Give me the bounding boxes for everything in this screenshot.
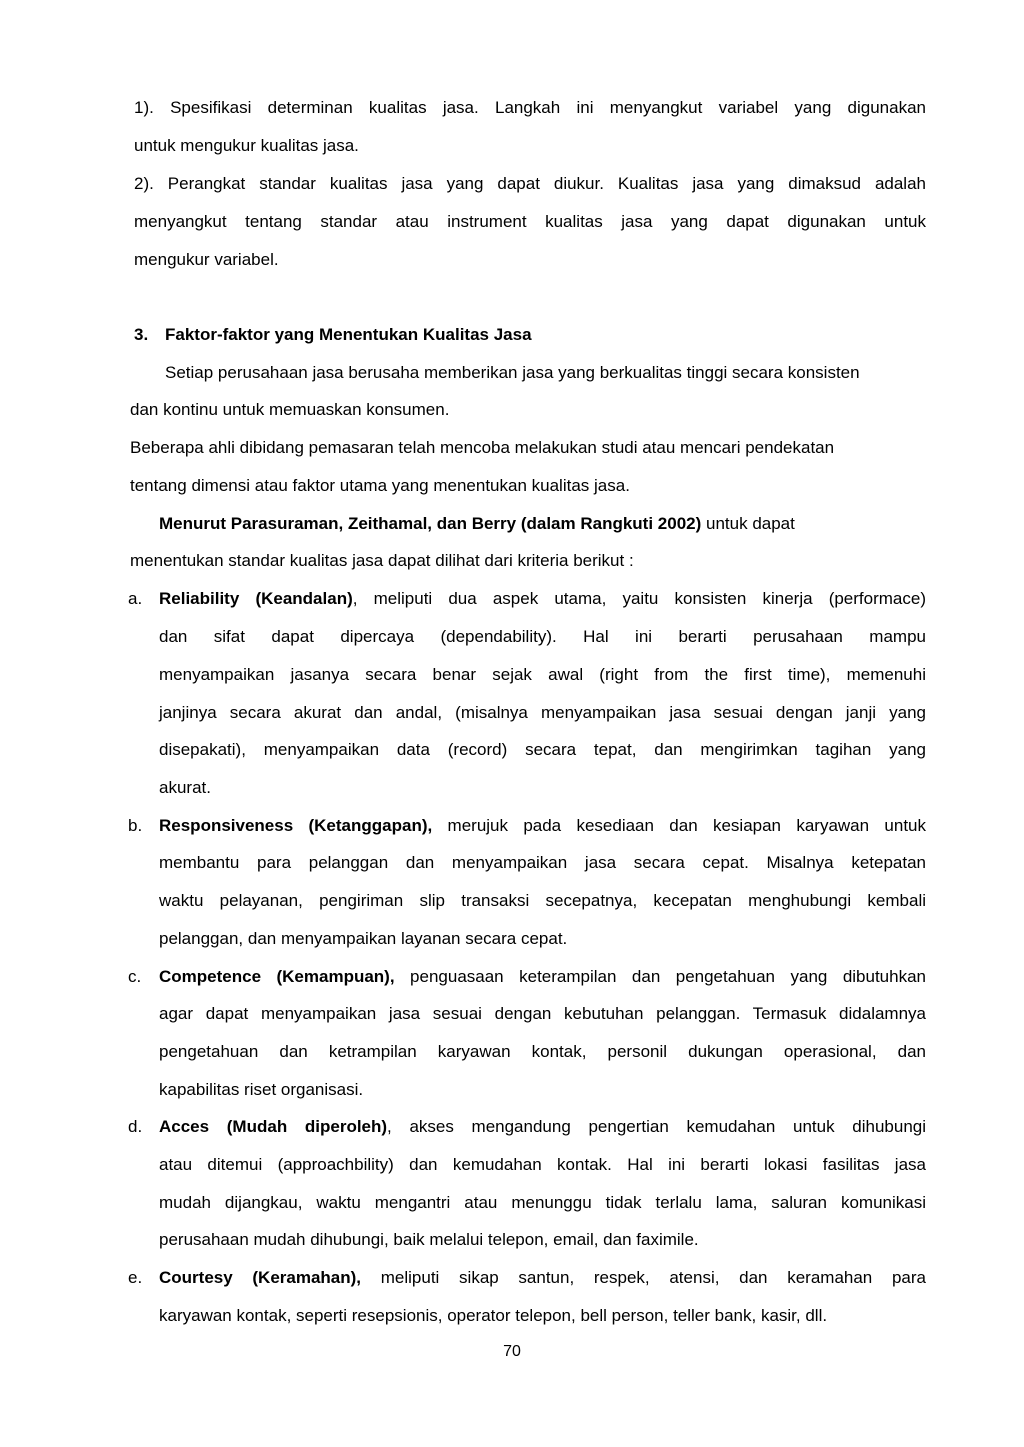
paragraph-line: dan kontinu untuk memuaskan konsumen.: [130, 400, 450, 419]
paragraph-text: untuk dapat: [701, 514, 795, 533]
paragraph-line: [159, 513, 795, 535]
list-item-line: pengetahuan dan ketrampilan karyawan kontak, personil dukungan operasional, dan: [159, 1042, 926, 1061]
section-heading: Faktor-faktor yang Menentukan Kualitas Jasa: [165, 325, 532, 344]
paragraph-line: menyangkut tentang standar atau instrument kualitas jasa yang dapat digunakan untuk: [134, 212, 926, 231]
list-item-line: [159, 1116, 926, 1138]
section-number: 3.: [134, 325, 149, 344]
paragraph-line: menentukan standar kualitas jasa dapat dilihat dari kriteria berikut :: [130, 551, 634, 570]
list-item-line: membantu para pelanggan dan menyampaikan jasa secara cepat. Misalnya ketepatan: [159, 853, 926, 872]
list-item-line: kapabilitas riset organisasi.: [159, 1080, 364, 1099]
criterion-term: Responsiveness (Ketanggapan),: [159, 816, 433, 835]
criterion-term: Competence (Kemampuan),: [159, 967, 395, 986]
list-item-line: waktu pelayanan, pengiriman slip transaksi secepatnya, kecepatan menghubungi kembali: [159, 891, 926, 910]
page-number: 70: [503, 1343, 521, 1360]
list-item-line: [159, 966, 926, 988]
list-marker: e.: [128, 1268, 143, 1287]
criterion-term: Reliability (Keandalan): [159, 589, 353, 608]
source-citation: Menurut Parasuraman, Zeithamal, dan Berry (dalam Rangkuti 2002): [159, 514, 702, 533]
list-item-line: [159, 588, 926, 610]
list-item-line: mudah dijangkau, waktu mengantri atau menunggu tidak terlalu lama, saluran komunikasi: [159, 1193, 926, 1212]
criterion-term: Acces (Mudah diperoleh): [159, 1117, 388, 1136]
list-item-line: janjinya secara akurat dan andal, (misalnya menyampaikan jasa sesuai dengan janji yang: [159, 703, 926, 722]
list-item-line: menyampaikan jasanya secara benar sejak awal (right from the first time), memenuhi: [159, 665, 926, 684]
list-item-line: [159, 815, 926, 837]
paragraph-line: Beberapa ahli dibidang pemasaran telah mencoba melakukan studi atau mencari pendekatan: [130, 438, 835, 457]
list-marker: a.: [128, 589, 143, 608]
paragraph-line: Setiap perusahaan jasa berusaha memberikan jasa yang berkualitas tinggi secara konsisten: [165, 363, 860, 382]
list-item-line: disepakati), menyampaikan data (record) secara tepat, dan mengirimkan tagihan yang: [159, 740, 926, 759]
list-item-line: pelanggan, dan menyampaikan layanan secara cepat.: [159, 929, 568, 948]
paragraph-line: 2). Perangkat standar kualitas jasa yang dapat diukur. Kualitas jasa yang dimaksud adalah: [134, 174, 926, 193]
paragraph-line: untuk mengukur kualitas jasa.: [134, 136, 359, 155]
criterion-text: meliputi sikap santun, respek, atensi, dan keramahan para: [361, 1268, 926, 1287]
criterion-text: , meliputi dua aspek utama, yaitu konsisten kinerja (performace): [352, 589, 926, 608]
list-marker: d.: [128, 1117, 143, 1136]
paragraph-line: tentang dimensi atau faktor utama yang menentukan kualitas jasa.: [130, 476, 630, 495]
list-marker: c.: [128, 967, 142, 986]
criterion-text: penguasaan keterampilan dan pengetahuan yang dibutuhkan: [394, 967, 927, 986]
list-item-line: perusahaan mudah dihubungi, baik melalui telepon, email, dan faximile.: [159, 1230, 699, 1249]
criterion-term: Courtesy (Keramahan),: [159, 1268, 362, 1287]
criterion-text: merujuk pada kesediaan dan kesiapan karyawan untuk: [432, 816, 926, 835]
list-item-line: [159, 1267, 926, 1289]
list-item-line: karyawan kontak, seperti resepsionis, operator telepon, bell person, teller bank, kasir, dll.: [159, 1306, 828, 1325]
list-item-line: akurat.: [159, 778, 211, 797]
criterion-text: , akses mengandung pengertian kemudahan untuk dihubungi: [387, 1117, 926, 1136]
paragraph-line: mengukur variabel.: [134, 250, 279, 269]
list-item-line: agar dapat menyampaikan jasa sesuai dengan kebutuhan pelanggan. Termasuk didalamnya: [159, 1004, 926, 1023]
list-item-line: atau ditemui (approachbility) dan kemudahan kontak. Hal ini berarti lokasi fasilitas jasa: [159, 1155, 926, 1174]
list-marker: b.: [128, 816, 143, 835]
paragraph-line: 1). Spesifikasi determinan kualitas jasa. Langkah ini menyangkut variabel yang digunakan: [134, 98, 926, 117]
list-item-line: dan sifat dapat dipercaya (dependability). Hal ini berarti perusahaan mampu: [159, 627, 926, 646]
